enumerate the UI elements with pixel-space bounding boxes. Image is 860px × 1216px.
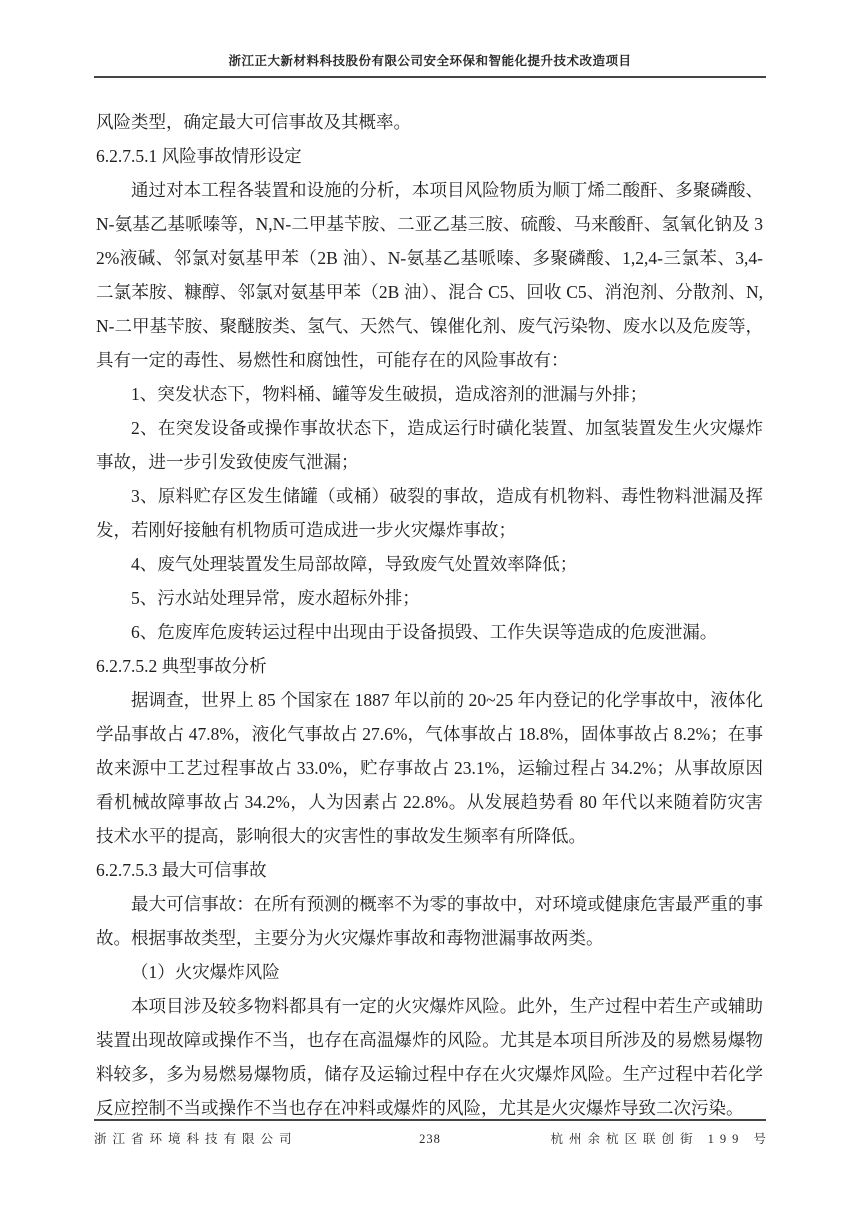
paragraph: 2、在突发设备或操作事故状态下，造成运行时磺化装置、加氢装置发生火灾爆炸事故，进一步引发致使废气泄漏；: [96, 418, 763, 472]
header-title: 浙江正大新材料科技股份有限公司安全环保和智能化提升技术改造项目: [228, 54, 632, 68]
document-body: [96, 105, 763, 1125]
paragraph: 5、污水站处理异常，废水超标外排；: [131, 588, 420, 608]
section-heading: 6.2.7.5.3 最大可信事故: [96, 860, 267, 880]
paragraph: 本项目涉及较多物料都具有一定的火灾爆炸风险。此外，生产过程中若生产或辅助装置出现故障或操作不当，也存在高温爆炸的风险。尤其是本项目所涉及的易燃易爆物料较多，多为易燃易爆物质，储存及运输过程中存在火灾爆炸风险。生产过程中若化学反应控制不当或操作不当也存在冲料或爆炸的风险，尤其是火灾爆炸导致二次污染。: [96, 996, 763, 1118]
page-header: [94, 0, 766, 78]
paragraph: 通过对本工程各装置和设施的分析，本项目风险物质为顺丁烯二酸酐、多聚磷酸、N-氨基乙基哌嗪等，N,N-二甲基苄胺、二亚乙基三胺、硫酸、马来酸酐、氢氧化钠及 32%液碱、邻氯对氨基甲苯（2B 油）、N-氨基乙基哌嗪、多聚磷酸、1,2,4-三氯苯、3,4-二氯苯胺、糠醇、邻氯对氨基甲苯（2B 油）、混合 C5、回收 C5、消泡剂、分散剂、N,N-二甲基苄胺、聚醚胺类、氢气、天然气、镍催化剂、废气污染物、废水以及危废等，具有一定的毒性、易燃性和腐蚀性，可能存在的风险事故有：: [96, 180, 763, 370]
paragraph: 最大可信事故：在所有预测的概率不为零的事故中，对环境或健康危害最严重的事故。根据事故类型，主要分为火灾爆炸事故和毒物泄漏事故两类。: [96, 894, 763, 948]
paragraph: 6、危废库危废转运过程中出现由于设备损毁、工作失误等造成的危废泄漏。: [131, 622, 718, 642]
section-heading: 6.2.7.5.2 典型事故分析: [96, 656, 267, 676]
paragraph: （1）火灾爆炸风险: [131, 962, 280, 982]
page-footer: [94, 1119, 772, 1147]
section-heading: 6.2.7.5.1 风险事故情形设定: [96, 146, 302, 166]
paragraph: 1、突发状态下，物料桶、罐等发生破损，造成溶剂的泄漏与外排；: [131, 384, 648, 404]
paragraph: 3、原料贮存区发生储罐（或桶）破裂的事故，造成有机物料、毒性物料泄漏及挥发，若刚好接触有机物质可造成进一步火灾爆炸事故；: [96, 486, 763, 540]
footer-address: 杭州余杭区联创街 199 号: [550, 1132, 772, 1146]
paragraph: 风险类型，确定最大可信事故及其概率。: [96, 112, 411, 132]
footer-company: 浙江省环境科技有限公司: [94, 1132, 298, 1146]
paragraph: 据调查，世界上 85 个国家在 1887 年以前的 20~25 年内登记的化学事故中，液体化学品事故占 47.8%，液化气事故占 27.6%，气体事故占 18.8%，固体事故占 8.2%；在事故来源中工艺过程事故占 33.0%，贮存事故占 23.1%，运输过程占 34.2%；从事故原因看机械故障事故占 34.2%，人为因素占 22.8%。从发展趋势看 80 年代以来随着防灾害技术水平的提高，影响很大的灾害性的事故发生频率有所降低。: [96, 690, 763, 846]
paragraph: 4、废气处理装置发生局部故障，导致废气处置效率降低；: [131, 554, 578, 574]
footer-page-number: 238: [419, 1132, 441, 1146]
